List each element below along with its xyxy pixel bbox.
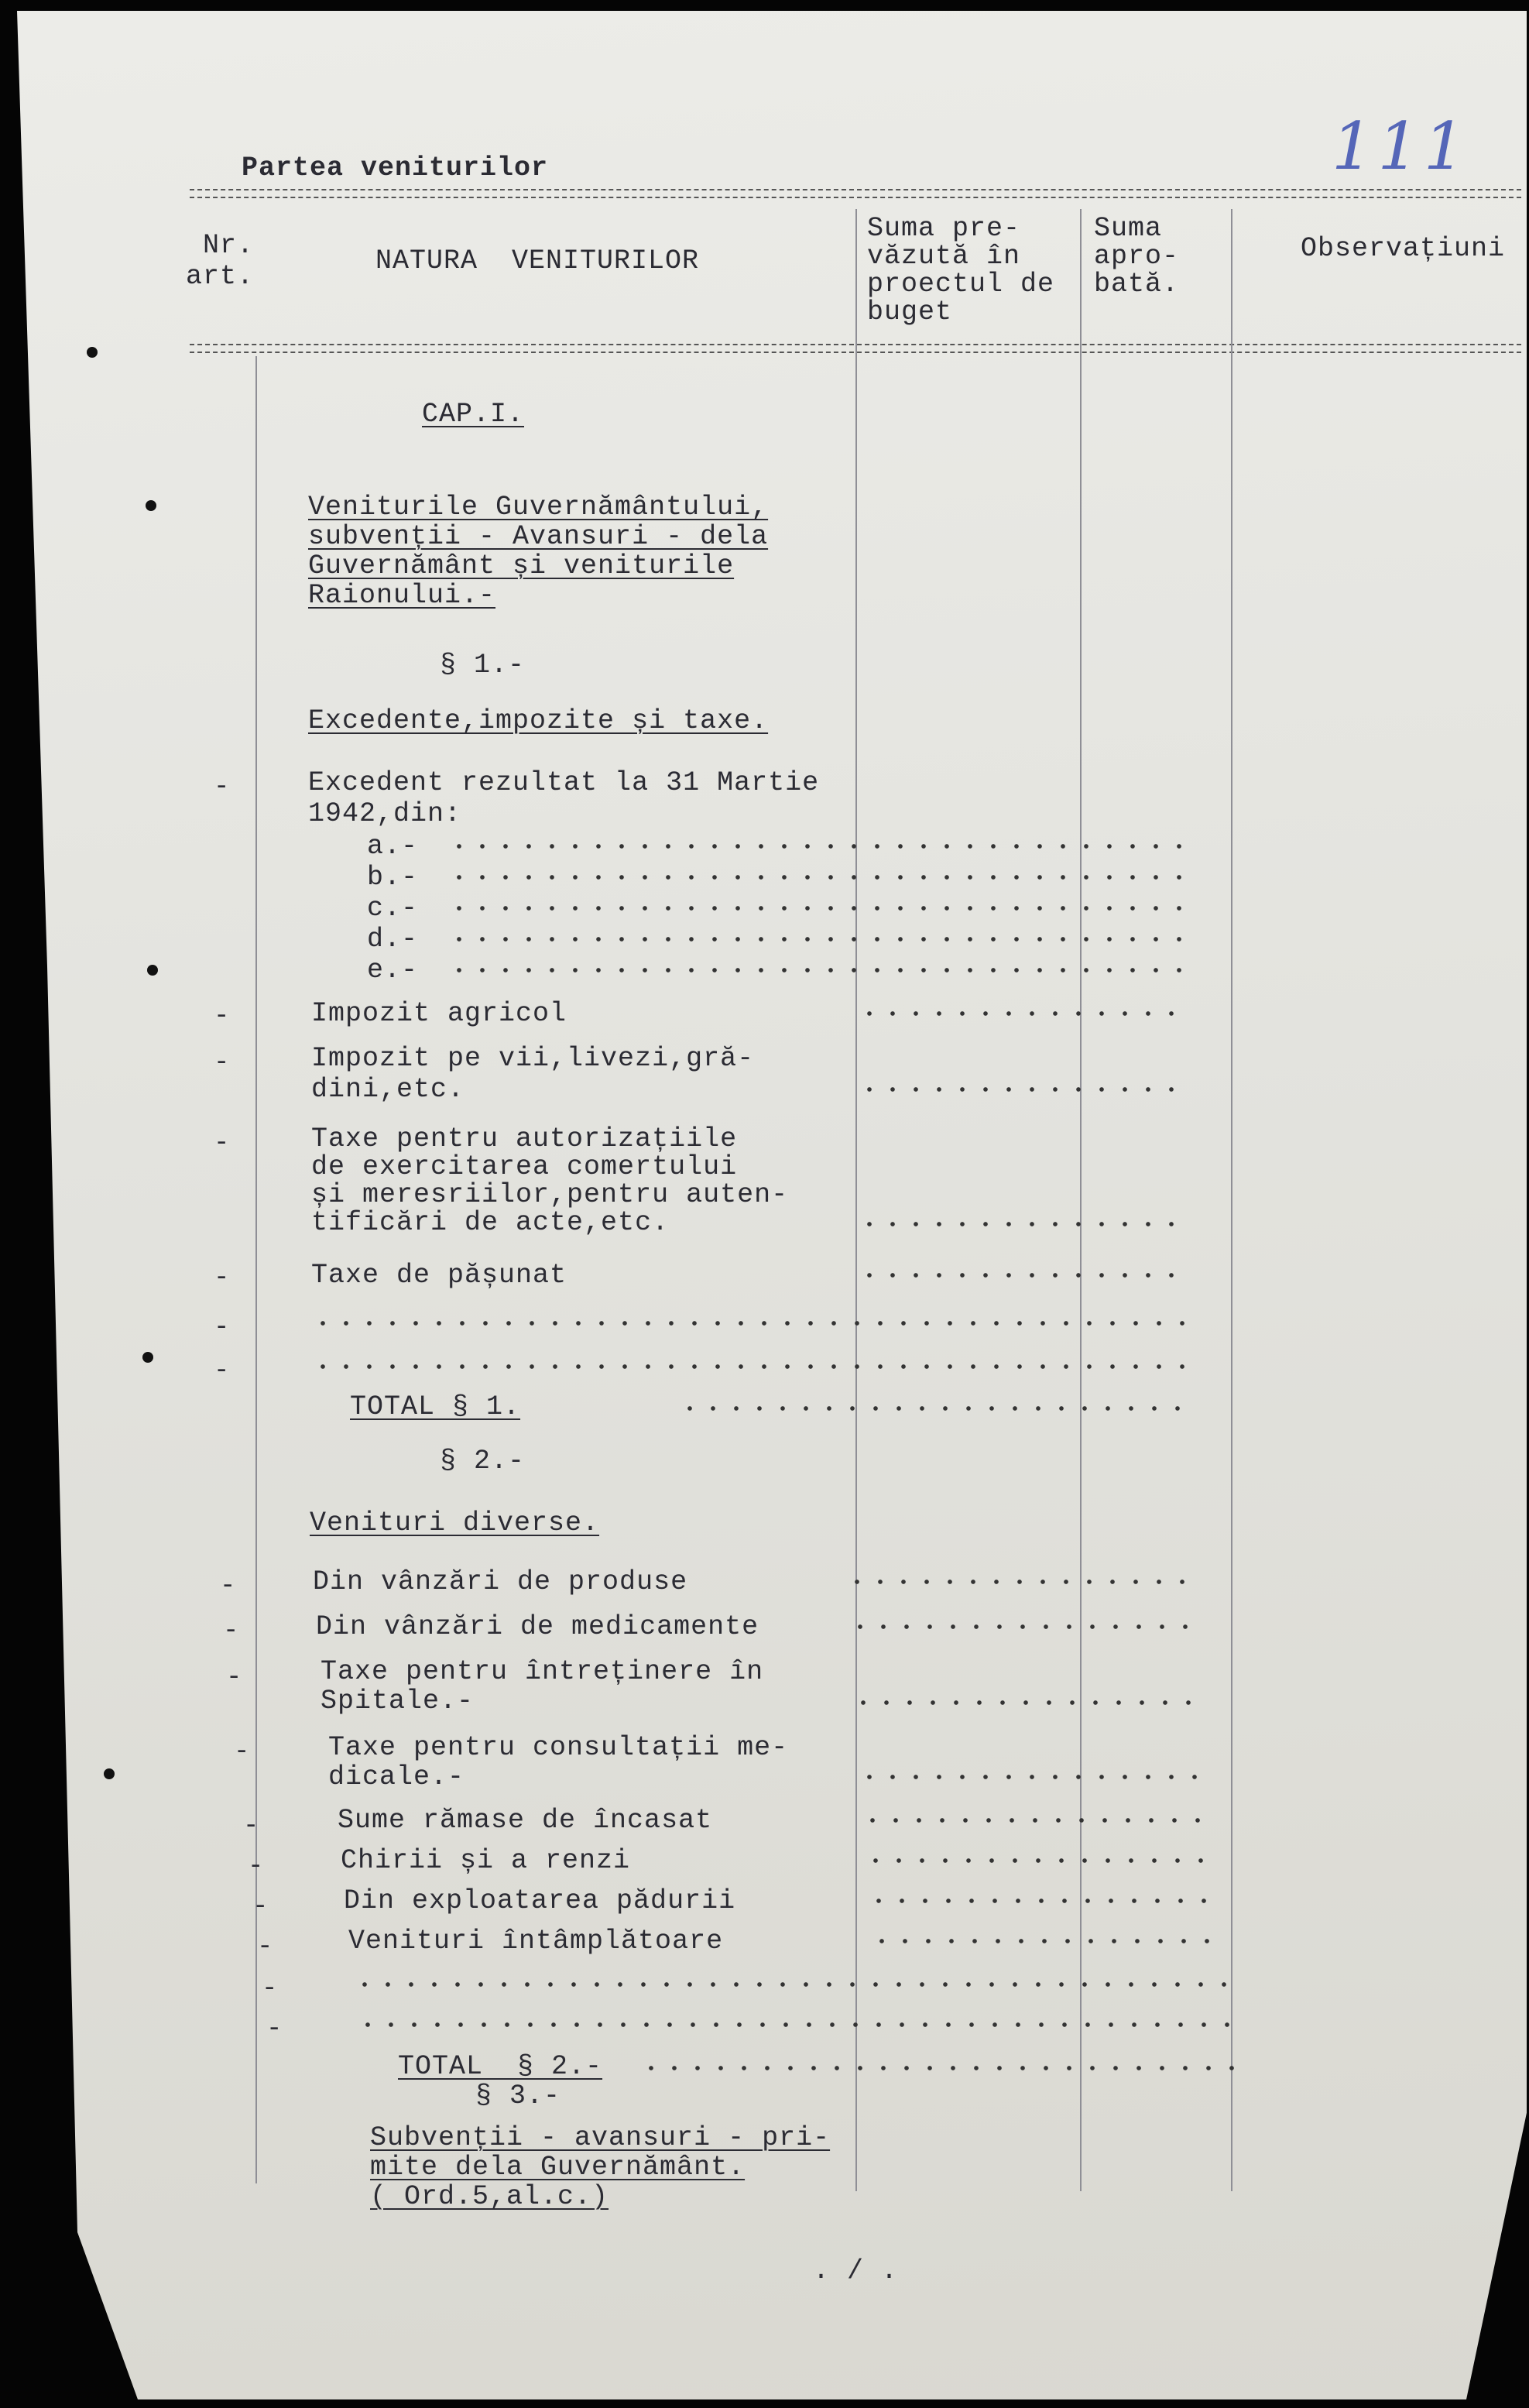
col-prev-line: Suma pre- bbox=[867, 213, 1021, 244]
sub-item-label: a.- bbox=[367, 831, 419, 862]
punch-hole bbox=[146, 500, 156, 511]
dot-leader bbox=[311, 1321, 1191, 1326]
row-dash: - bbox=[214, 1002, 230, 1031]
sub-item-label: e.- bbox=[367, 955, 419, 986]
chirii-arenzi: Chirii și a renzi bbox=[341, 1845, 631, 1876]
chapter-title: CAP.I. bbox=[422, 399, 525, 430]
sub-item-label: b.- bbox=[367, 862, 419, 893]
row-dash: - bbox=[214, 1264, 230, 1293]
excedent-line: 1942,din: bbox=[308, 798, 462, 829]
sub-item-label: c.- bbox=[367, 893, 419, 924]
section-2-title: § 2.- bbox=[440, 1446, 526, 1477]
total-section-2: TOTAL § 2.- bbox=[398, 2051, 603, 2082]
excedent-line: Excedent rezultat la 31 Martie bbox=[308, 767, 820, 798]
col-natura-header: NATURA VENITURILOR bbox=[375, 245, 700, 276]
handwritten-page-number: 111 bbox=[1332, 108, 1470, 184]
col-apro-line: bată. bbox=[1094, 269, 1180, 300]
dot-leader bbox=[845, 1580, 1202, 1584]
col-nr-line1: Nr. bbox=[203, 230, 255, 261]
column-divider bbox=[1231, 209, 1232, 2191]
row-dash: - bbox=[243, 1812, 259, 1841]
row-dash: - bbox=[266, 2015, 283, 2044]
dot-leader bbox=[447, 906, 1191, 911]
col-prev-line: proectul de bbox=[867, 269, 1055, 300]
page-title: Partea veniturilor bbox=[242, 153, 549, 184]
taxe-autoriz-line: tificări de acte,etc. bbox=[311, 1207, 670, 1238]
chapter-desc-line: subvenții - Avansuri - dela bbox=[308, 521, 769, 552]
dot-leader bbox=[447, 875, 1191, 880]
section-1-title: § 1.- bbox=[440, 650, 526, 681]
dot-leader bbox=[447, 968, 1191, 972]
column-divider bbox=[1080, 209, 1082, 2191]
row-dash: - bbox=[214, 1048, 230, 1078]
row-dash: - bbox=[257, 1933, 273, 1962]
row-dash: - bbox=[248, 1852, 264, 1881]
dot-leader bbox=[864, 1858, 1220, 1863]
dot-leader bbox=[858, 1775, 1214, 1779]
column-divider bbox=[855, 209, 857, 2191]
dot-leader bbox=[678, 1406, 1191, 1411]
header-top-rule bbox=[190, 189, 1521, 198]
dot-leader bbox=[861, 1818, 1217, 1823]
dot-leader bbox=[867, 1899, 1223, 1903]
dot-leader bbox=[858, 1011, 1191, 1016]
section-3-title: § 3.- bbox=[475, 2080, 561, 2111]
punch-hole bbox=[147, 965, 158, 976]
taxe-consultatii-line: dicale.- bbox=[328, 1761, 465, 1792]
punch-hole bbox=[142, 1352, 153, 1363]
taxe-autoriz-line: Taxe pentru autorizațiile bbox=[311, 1123, 738, 1154]
dot-leader bbox=[870, 1939, 1226, 1943]
chapter-desc-line: Guvernământ și veniturile bbox=[308, 551, 735, 581]
dot-leader bbox=[311, 1364, 1191, 1369]
row-dash: - bbox=[226, 1663, 242, 1693]
col-apro-line: Suma bbox=[1094, 213, 1163, 244]
col-observatiuni-header: Observațiuni bbox=[1301, 233, 1506, 264]
page-marker: . / . bbox=[813, 2255, 899, 2286]
dot-leader bbox=[447, 937, 1191, 942]
dot-leader bbox=[353, 1982, 1228, 1987]
row-dash: - bbox=[262, 1974, 278, 2004]
dot-leader bbox=[858, 1222, 1191, 1226]
taxe-autoriz-line: de exercitarea comertului bbox=[311, 1151, 738, 1182]
taxe-autoriz-line: și meresriilor,pentru auten- bbox=[311, 1179, 789, 1210]
impozit-agricol: Impozit agricol bbox=[311, 998, 567, 1029]
col-prev-line: buget bbox=[867, 297, 953, 328]
taxe-spitale-line: Spitale.- bbox=[321, 1686, 475, 1717]
din-vanzari-medicamente: Din vânzări de medicamente bbox=[316, 1611, 759, 1642]
row-dash: - bbox=[223, 1617, 239, 1646]
chapter-desc-line: Veniturile Guvernământului, bbox=[308, 492, 769, 523]
dot-leader bbox=[852, 1700, 1208, 1705]
subventii-line: ( Ord.5,al.c.) bbox=[370, 2181, 609, 2212]
chapter-desc-line: Raionului.- bbox=[308, 580, 496, 611]
col-nr-line2: art. bbox=[186, 261, 255, 292]
row-dash: - bbox=[214, 1313, 230, 1343]
col-apro-line: apro- bbox=[1094, 241, 1180, 272]
dot-leader bbox=[356, 2022, 1231, 2027]
row-dash: - bbox=[234, 1737, 250, 1767]
sume-ramase: Sume rămase de încasat bbox=[338, 1805, 713, 1836]
sub-item-label: d.- bbox=[367, 924, 419, 955]
venituri-intamplatoare: Venituri întâmplătoare bbox=[348, 1926, 724, 1957]
subventii-line: mite dela Guvernământ. bbox=[370, 2152, 746, 2183]
dot-leader bbox=[639, 2066, 1236, 2070]
punch-hole bbox=[87, 347, 98, 358]
row-dash: - bbox=[220, 1572, 236, 1601]
subventii-line: Subvenții - avansuri - pri- bbox=[370, 2122, 831, 2153]
dot-leader bbox=[858, 1273, 1191, 1278]
col-prev-line: văzută în bbox=[867, 241, 1021, 272]
taxe-pasunat: Taxe de pășunat bbox=[311, 1260, 567, 1291]
impozit-vii-line: Impozit pe vii,livezi,gră- bbox=[311, 1043, 755, 1074]
row-dash: - bbox=[214, 1357, 230, 1386]
row-dash: - bbox=[252, 1892, 269, 1922]
din-vanzari-produse: Din vânzări de produse bbox=[313, 1566, 688, 1597]
dot-leader bbox=[858, 1087, 1191, 1092]
taxe-spitale-line: Taxe pentru întreținere în bbox=[321, 1656, 764, 1687]
row-dash: - bbox=[214, 773, 230, 802]
section-1-heading: Excedente,impozite și taxe. bbox=[308, 705, 769, 736]
punch-hole bbox=[104, 1768, 115, 1779]
impozit-vii-line: dini,etc. bbox=[311, 1074, 465, 1105]
dot-leader bbox=[447, 844, 1191, 849]
row-dash: - bbox=[214, 1129, 230, 1158]
taxe-consultatii-line: Taxe pentru consultații me- bbox=[328, 1732, 789, 1763]
section-2-heading: Venituri diverse. bbox=[310, 1508, 600, 1538]
total-section-1: TOTAL § 1. bbox=[350, 1391, 521, 1422]
exploatare-padurii: Din exploatarea pădurii bbox=[344, 1885, 736, 1916]
dot-leader bbox=[848, 1624, 1205, 1629]
